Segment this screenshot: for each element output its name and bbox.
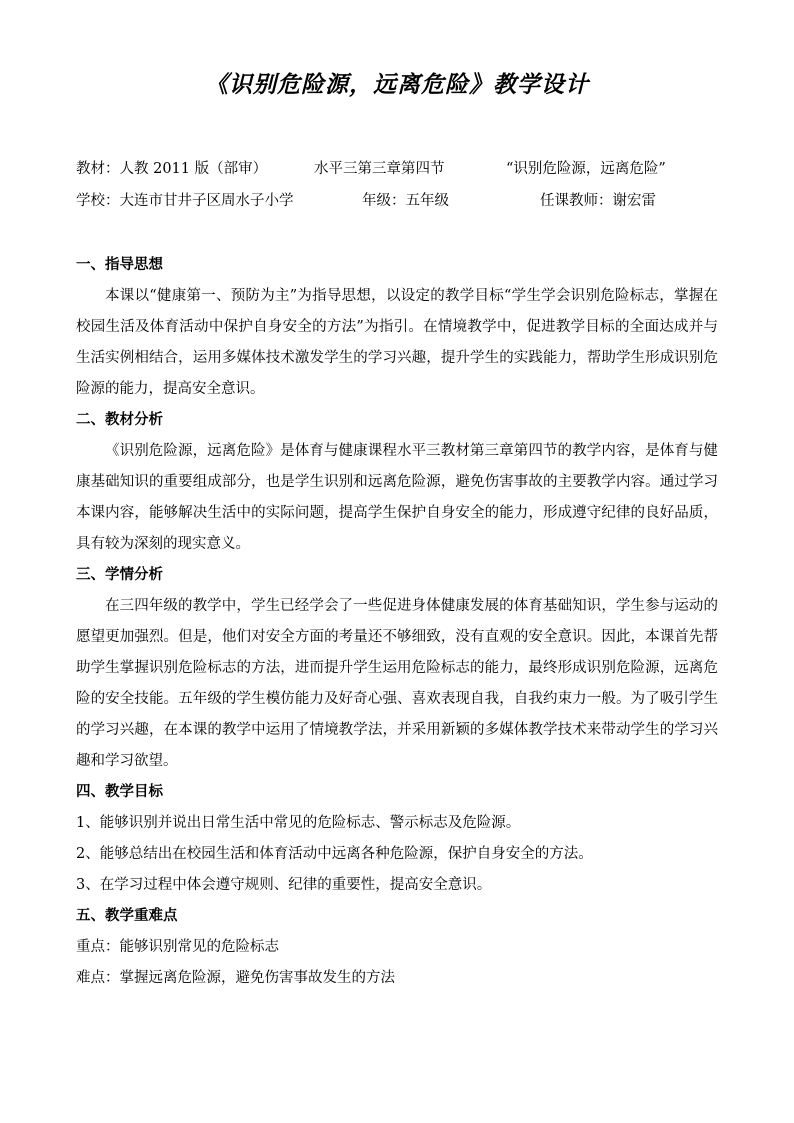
level-info: 水平三第三章第四节 — [314, 161, 445, 177]
textbook-info: 教材：人教 2011 版（部审） — [76, 161, 268, 177]
section-text-guiding: 本课以“健康第一、预防为主”为指导思想，以设定的教学目标“学生学会识别危险标志，掌握在校园生活及体育活动中保护自身安全的方法”为指引。在情境教学中，促进教学目标的全面达成并与生活实例相结合，运用多媒体技术激发学生的学习兴趣，提升学生的实践能力，帮助学生形成识别危险源的能力，提高安全意识。 — [76, 288, 718, 397]
section-heading-material: 二、教材分析 — [76, 412, 163, 428]
section-heading-guiding: 一、指导思想 — [76, 257, 163, 273]
goal-item-3: 3、在学习过程中体会遵守规则、纪律的重要性，提高安全意识。 — [76, 877, 492, 893]
section-heading-goals: 四、教学目标 — [76, 784, 163, 800]
page-title: 《识别危险源，远离危险》教学设计 — [205, 72, 589, 98]
key-difficulty: 难点：掌握远离危险源，避免伤害事故发生的方法 — [76, 970, 395, 986]
section-text-material: 《识别危险源，远离危险》是体育与健康课程水平三教材第三章第四节的教学内容，是体育与健康基础知识的重要组成部分，也是学生识别和远离危险源，避免伤害事故的主要教学内容。通过学习本课内容，能够解决生活中的实际问题，提高学生保护自身安全的能力，形成遵守纪律的良好品质，具有较为深刻的现实意义。 — [76, 443, 718, 552]
teacher-info: 任课教师：谢宏雷 — [540, 193, 656, 209]
goal-item-1: 1、能够识别并说出日常生活中常见的危险标志、警示标志及危险源。 — [76, 815, 521, 831]
section-text-students: 在三四年级的教学中，学生已经学会了一些促进身体健康发展的体育基础知识，学生参与运动的愿望更加强烈。但是，他们对安全方面的考量还不够细致，没有直观的安全意识。因此，本课首先帮助学生掌握识别危险标志的方法，进而提升学生运用危险标志的能力，最终形成识别危险源，远离危险的安全技能。五年级的学生模仿能力及好奇心强、喜欢表现自我，自我约束力一般。为了吸引学生的学习兴趣，在本课的教学中运用了情境教学法，并采用新颖的多媒体教学技术来带动学生的学习兴趣和学习欲望。 — [76, 598, 718, 769]
goal-item-2: 2、能够总结出在校园生活和体育活动中远离各种危险源，保护自身安全的方法。 — [76, 846, 593, 862]
school-info: 学校：大连市甘井子区周水子小学 — [76, 193, 294, 209]
topic-info: “识别危险源，远离危险” — [506, 161, 666, 177]
section-heading-keypoints: 五、教学重难点 — [76, 908, 178, 924]
key-focus: 重点：能够识别常见的危险标志 — [76, 939, 279, 955]
document-body — [76, 250, 718, 994]
grade-info: 年级：五年级 — [362, 193, 449, 209]
section-heading-students: 三、学情分析 — [76, 567, 163, 583]
